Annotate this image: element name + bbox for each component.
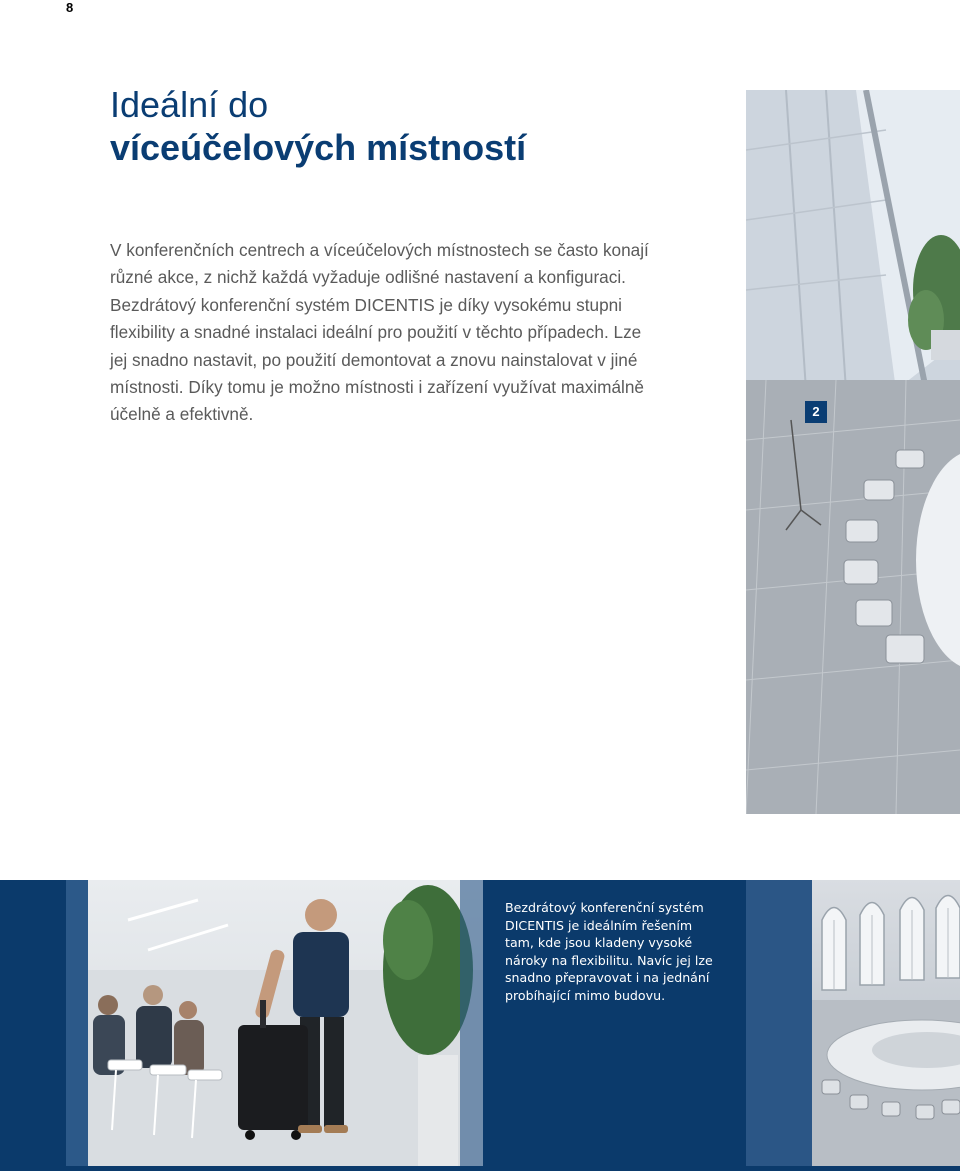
title-line-2: víceúčelových místností [110, 127, 527, 168]
title-line-1: Ideální do [110, 84, 269, 125]
intro-paragraph: V konferenčních centrech a víceúčelových místnostech se často konají různé akce, z nichž každá vyžaduje odlišné nastavení a konfiguraci. Bezdrátový konferenční systém DICENTIS je díky vysokému stupni flexibility a snadné instalaci ideální pro použití v těchto případech. Lze jej snadno nastavit, po použití demontovat a znovu nainstalovat v jiné místnosti. Díky tomu je možno místnosti i zařízení využívat maximálně účelně a efektivně. [110, 240, 649, 425]
page-title [110, 84, 526, 170]
band-accent-strip-right [746, 880, 812, 1166]
conference-room-photo [746, 90, 960, 814]
band-accent-strip-left [66, 880, 88, 1166]
photo-caption: Bezdrátový konferenční systém DICENTIS je ideálním řešením tam, kde jsou kladeny vysoké nároky na flexibilitu. Navíc jej lze snadno přepravovat i na jednání probíhající mimo budovu. [505, 900, 713, 1003]
people-with-case-photo [88, 880, 483, 1166]
gothic-hall-photo [812, 880, 960, 1166]
band-accent-strip-middle [460, 880, 483, 1166]
page-number: 8 [0, 0, 82, 18]
figure-badge: 2 [805, 401, 827, 423]
